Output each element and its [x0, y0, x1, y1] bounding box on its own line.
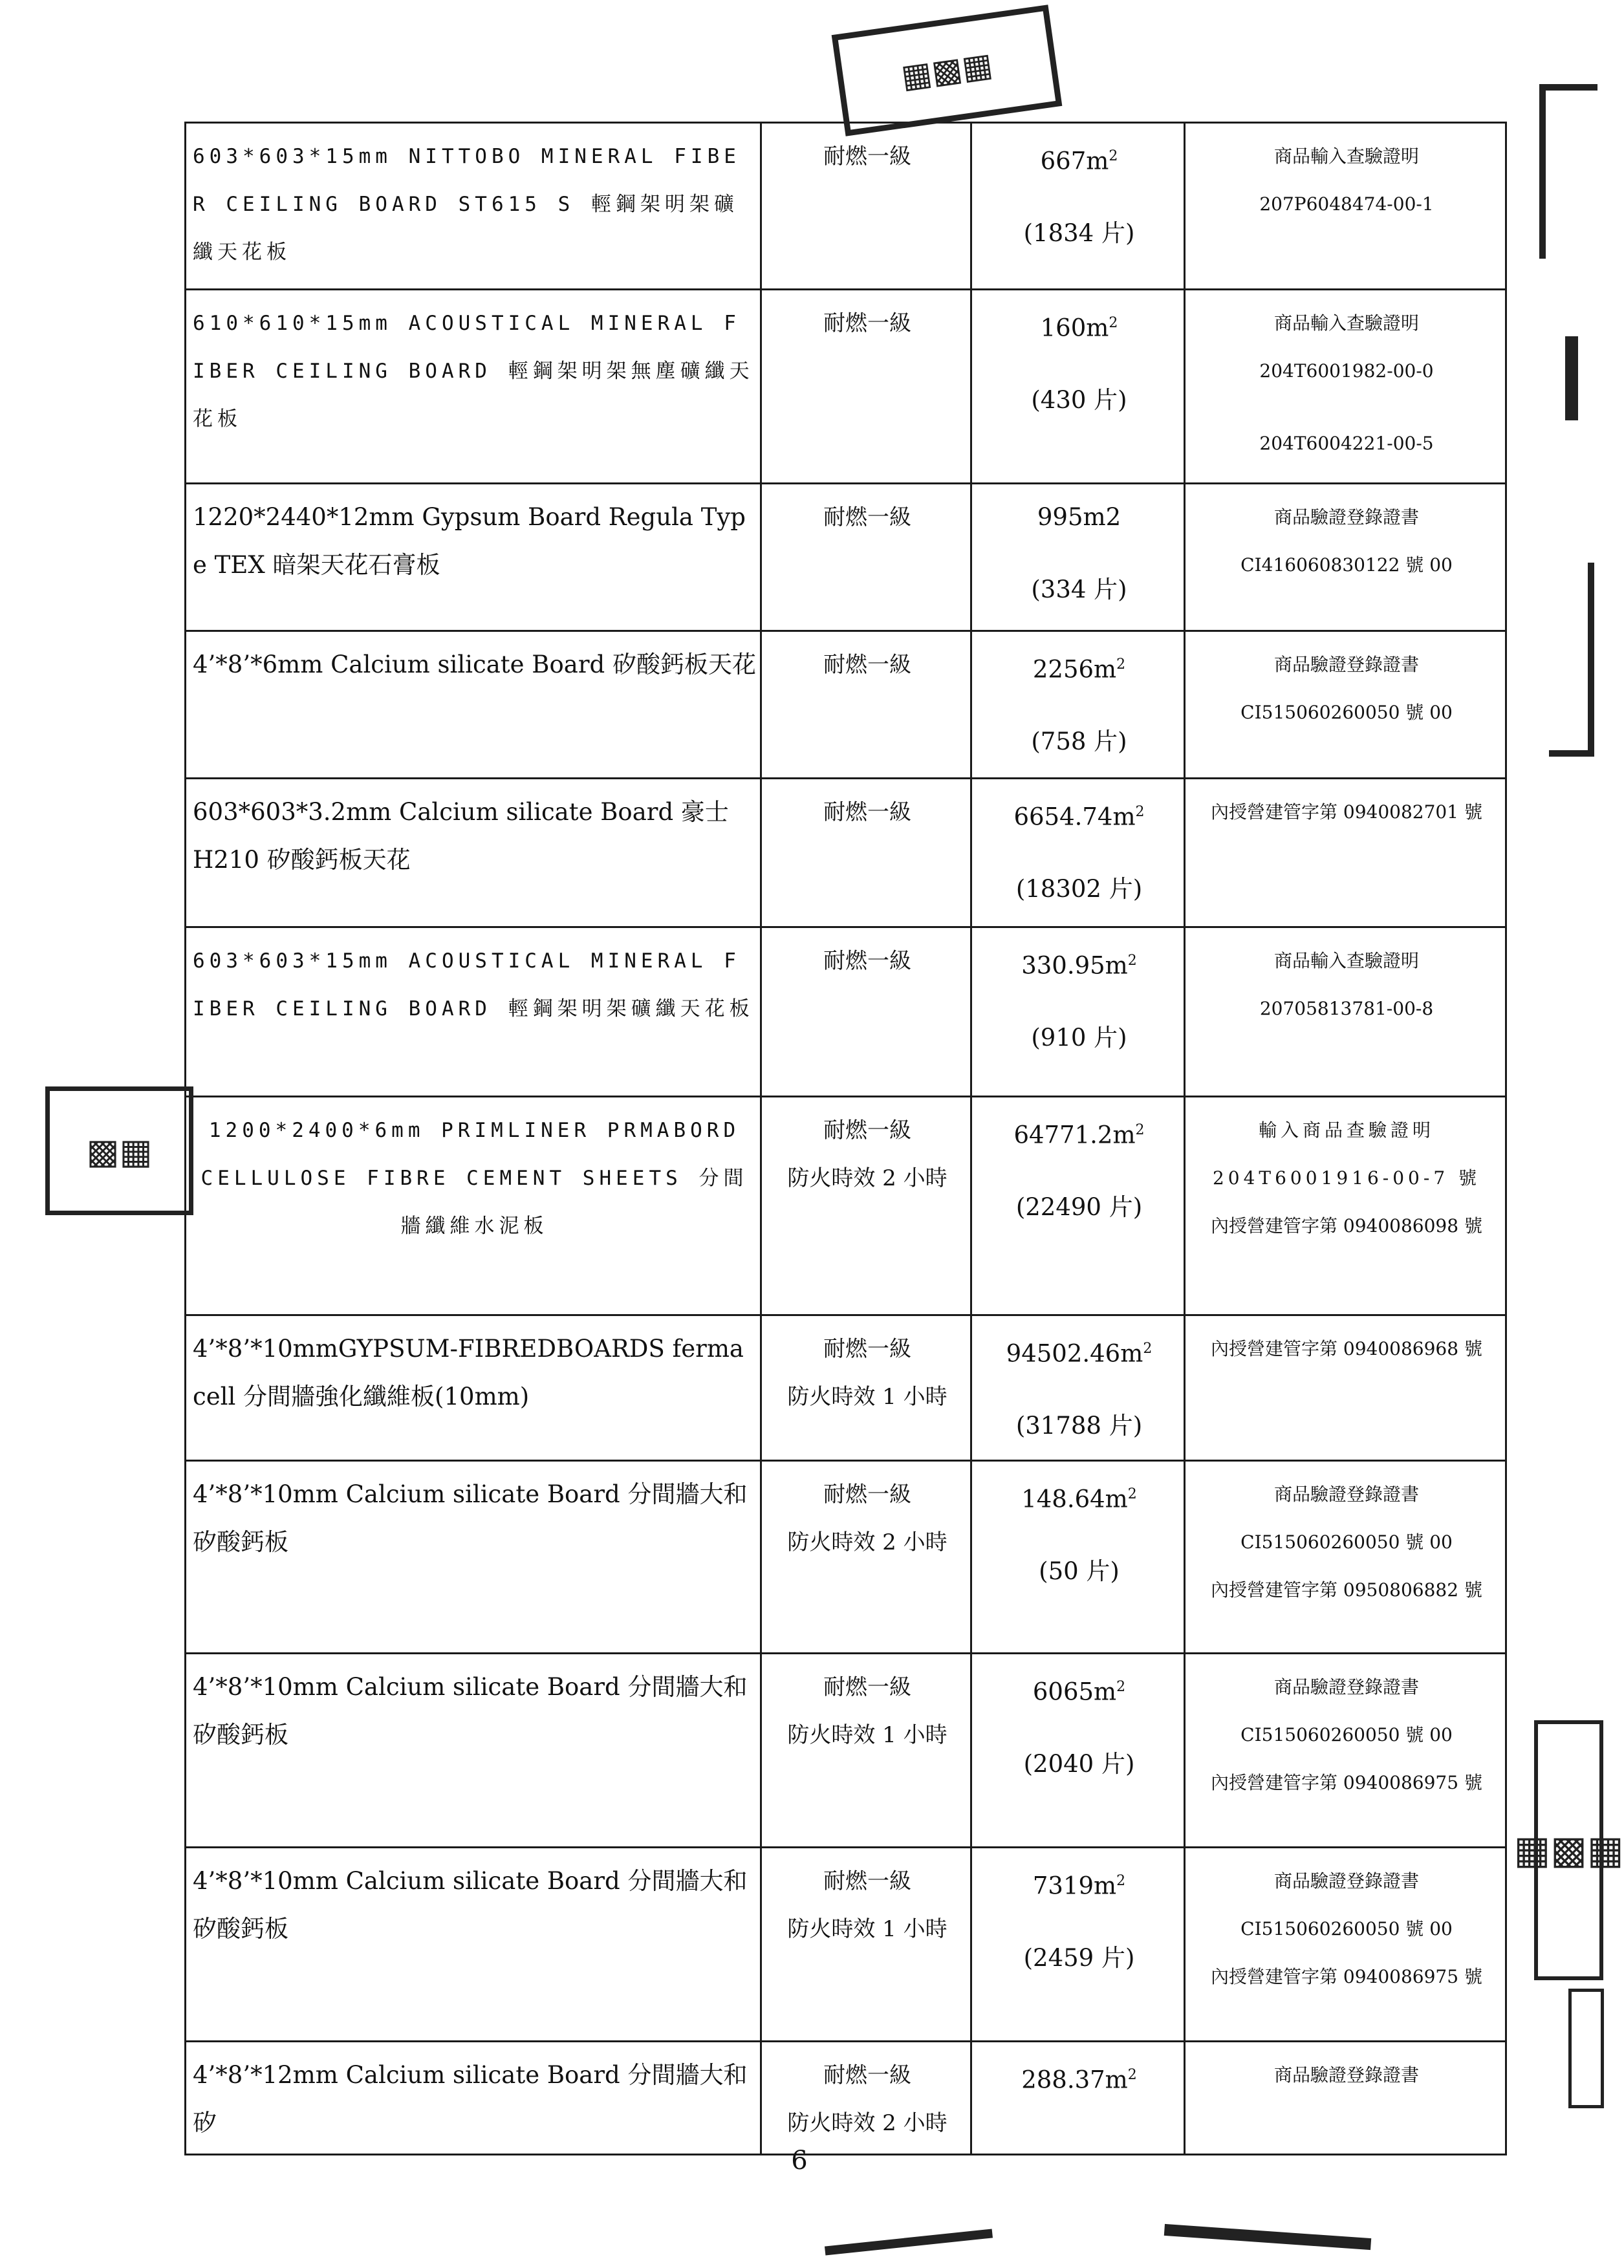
fire-rating-cell — [761, 1461, 971, 1654]
quantity-cell — [971, 1461, 1185, 1654]
material-description: 603*603*15mm ACOUSTICAL MINERAL FIBER CEILING BOARD 輕鋼架明架礦纖天花板 — [186, 927, 761, 1097]
certificate-text: 204T6001982-00-0 — [1259, 360, 1434, 382]
area-text: 160m — [1040, 314, 1109, 342]
area-value — [979, 1663, 1180, 1716]
fire-rating: 耐燃一級 — [823, 652, 911, 678]
piece-count: (2459 片) — [1023, 1944, 1135, 1972]
edge-mark-right-2 — [1565, 336, 1578, 420]
area-text: 2256m — [1032, 655, 1117, 684]
area-unit-exponent: 2 — [1135, 1122, 1145, 1138]
quantity-cell — [971, 631, 1185, 779]
certificate-cell — [1185, 779, 1506, 927]
area-value — [979, 937, 1180, 989]
fire-rating: 耐燃一級 — [823, 1674, 911, 1700]
fire-rating-cell — [761, 123, 971, 290]
material-description: 610*610*15mm ACOUSTICAL MINERAL FIBER CEILING BOARD 輕鋼架明架無塵礦纖天花板 — [186, 290, 761, 484]
fire-rating: 耐燃一級 — [823, 2062, 911, 2088]
fire-rating: 耐燃一級 — [823, 1482, 911, 1507]
fire-rating-cell — [761, 927, 971, 1097]
area-text: 148.64m — [1021, 1485, 1128, 1513]
certificate-cell — [1185, 1097, 1506, 1315]
certificate-cell — [1185, 2042, 1506, 2155]
fire-rating: 耐燃一級 — [823, 144, 911, 169]
area-value — [979, 1325, 1180, 1377]
area-unit-exponent: 2 — [1109, 315, 1118, 331]
area-value — [979, 641, 1180, 693]
seal-stamp-right: ▦▩▦ — [1534, 1720, 1603, 1980]
table-row — [186, 123, 1506, 290]
fire-rating-cell — [761, 1654, 971, 1848]
material-description: 4’*8’*6mm Calcium silicate Board 矽酸鈣板天花 — [186, 631, 761, 779]
area-unit-exponent: 2 — [1109, 148, 1118, 164]
material-description: 603*603*3.2mm Calcium silicate Board 豪士 H210 矽酸鈣板天花 — [186, 779, 761, 927]
fire-rating-cell — [761, 290, 971, 484]
certificate-text: 內授營建管字第 0940086975 號 — [1211, 1772, 1482, 1793]
certificate-cell — [1185, 927, 1506, 1097]
materials-table — [184, 122, 1507, 2155]
quantity-cell — [971, 1097, 1185, 1315]
area-text: 94502.46m — [1006, 1339, 1143, 1368]
fire-rating-cell — [761, 1315, 971, 1461]
fire-rating: 耐燃一級 — [823, 504, 911, 530]
area-text: 995m2 — [1037, 503, 1121, 531]
page-number: 6 — [791, 2146, 808, 2176]
seal-stamp-left: ▩▦ — [45, 1086, 193, 1215]
fire-rating: 防火時效 2 小時 — [787, 2110, 947, 2136]
piece-count: (2040 片) — [1023, 1750, 1135, 1778]
certificate-text: 商品輸入查驗證明 — [1273, 312, 1419, 334]
area-text: 64771.2m — [1013, 1121, 1136, 1149]
materials-table-body — [186, 123, 1506, 2155]
certificate-text: CI416060830122 號 00 — [1240, 554, 1453, 576]
area-text: 6654.74m — [1013, 803, 1136, 831]
certificate-text: 內授營建管字第 0940086975 號 — [1211, 1966, 1482, 1987]
material-description: 4’*8’*10mm Calcium silicate Board 分間牆大和矽酸鈣板 — [186, 1654, 761, 1848]
fire-rating-cell — [761, 1848, 971, 2042]
certificate-cell — [1185, 123, 1506, 290]
area-text: 7319m — [1032, 1872, 1117, 1900]
piece-count: (758 片) — [1031, 728, 1127, 756]
fire-rating: 防火時效 1 小時 — [787, 1722, 947, 1748]
fire-rating: 防火時效 2 小時 — [787, 1529, 947, 1555]
material-description: 1200*2400*6mm PRIMLINER PRMABORD CELLULOSE FIBRE CEMENT SHEETS 分間牆纖維水泥板 — [186, 1097, 761, 1315]
fire-rating-cell — [761, 779, 971, 927]
certificate-text: 商品輸入查驗證明 — [1273, 950, 1419, 971]
area-text: 330.95m — [1021, 951, 1128, 980]
piece-count: (910 片) — [1031, 1024, 1127, 1052]
table-row — [186, 631, 1506, 779]
fire-rating: 耐燃一級 — [823, 799, 911, 825]
material-description: 1220*2440*12mm Gypsum Board Regula Type TEX 暗架天花石膏板 — [186, 484, 761, 631]
table-row — [186, 290, 1506, 484]
edge-mark-right-1 — [1539, 84, 1597, 259]
quantity-cell — [971, 290, 1185, 484]
table-row — [186, 484, 1506, 631]
area-value — [979, 493, 1180, 541]
fire-rating-cell — [761, 484, 971, 631]
area-text: 288.37m — [1021, 2066, 1128, 2094]
certificate-text: 20705813781-00-8 — [1259, 998, 1434, 1019]
area-unit-exponent: 2 — [1116, 656, 1126, 673]
certificate-text: CI515060260050 號 00 — [1240, 702, 1453, 723]
certificate-text: 商品驗證登錄證書 — [1273, 506, 1419, 528]
fire-rating-cell — [761, 2042, 971, 2155]
quantity-cell — [971, 1654, 1185, 1848]
certificate-cell — [1185, 1461, 1506, 1654]
area-value — [979, 1471, 1180, 1523]
fire-rating: 防火時效 2 小時 — [787, 1165, 947, 1191]
certificate-text: 內授營建管字第 0940082701 號 — [1211, 801, 1482, 823]
certificate-cell — [1185, 290, 1506, 484]
scan-mark-bottom-1 — [825, 2229, 993, 2255]
area-text: 667m — [1040, 147, 1109, 175]
material-description: 4’*8’*12mm Calcium silicate Board 分間牆大和矽 — [186, 2042, 761, 2155]
quantity-cell — [971, 2042, 1185, 2155]
piece-count: (334 片) — [1031, 576, 1127, 603]
area-unit-exponent: 2 — [1127, 953, 1137, 969]
piece-count: (50 片) — [1039, 1557, 1120, 1586]
fire-rating: 防火時效 1 小時 — [787, 1916, 947, 1942]
area-value — [979, 788, 1180, 841]
table-row — [186, 1654, 1506, 1848]
certificate-text: CI515060260050 號 00 — [1240, 1531, 1453, 1553]
certificate-cell — [1185, 1848, 1506, 2042]
area-value — [979, 1107, 1180, 1159]
piece-count: (22490 片) — [1015, 1193, 1143, 1222]
certificate-cell — [1185, 484, 1506, 631]
certificate-text: 204T6004221-00-5 — [1259, 433, 1434, 454]
area-value — [979, 1857, 1180, 1910]
fire-rating-cell — [761, 631, 971, 779]
seal-stamp-top: ▦▩▦ — [832, 5, 1063, 136]
fire-rating-cell — [761, 1097, 971, 1315]
edge-mark-right-3 — [1549, 563, 1594, 757]
quantity-cell — [971, 1848, 1185, 2042]
certificate-text: 輸入商品查驗證明 — [1258, 1119, 1435, 1141]
certificate-text: 商品驗證登錄證書 — [1273, 2064, 1419, 2086]
material-description: 4’*8’*10mm Calcium silicate Board 分間牆大和矽酸鈣板 — [186, 1461, 761, 1654]
area-unit-exponent: 2 — [1116, 1679, 1126, 1695]
area-value — [979, 2051, 1180, 2104]
certificate-text: 商品驗證登錄證書 — [1273, 1676, 1419, 1698]
certificate-cell — [1185, 631, 1506, 779]
table-row — [186, 2042, 1506, 2155]
fire-rating: 耐燃一級 — [823, 1336, 911, 1362]
certificate-text: 204T6001916-00-7 號 — [1212, 1167, 1481, 1189]
scan-mark-bottom-2 — [1164, 2224, 1371, 2250]
certificate-cell — [1185, 1654, 1506, 1848]
area-unit-exponent: 2 — [1116, 1873, 1126, 1889]
table-row — [186, 1848, 1506, 2042]
certificate-text: 內授營建管字第 0950806882 號 — [1211, 1579, 1482, 1601]
fire-rating: 耐燃一級 — [823, 1118, 911, 1143]
certificate-cell — [1185, 1315, 1506, 1461]
table-row — [186, 1461, 1506, 1654]
piece-count: (31788 片) — [1015, 1412, 1143, 1440]
material-description: 603*603*15mm NITTOBO MINERAL FIBER CEILING BOARD ST615 S 輕鋼架明架礦纖天花板 — [186, 123, 761, 290]
certificate-text: 內授營建管字第 0940086968 號 — [1211, 1338, 1482, 1359]
certificate-text: 商品驗證登錄證書 — [1273, 654, 1419, 675]
area-unit-exponent: 2 — [1135, 804, 1145, 820]
table-row — [186, 927, 1506, 1097]
material-description: 4’*8’*10mm Calcium silicate Board 分間牆大和矽酸鈣板 — [186, 1848, 761, 2042]
fire-rating: 防火時效 1 小時 — [787, 1384, 947, 1410]
quantity-cell — [971, 1315, 1185, 1461]
fire-rating: 耐燃一級 — [823, 310, 911, 336]
piece-count: (1834 片) — [1023, 219, 1135, 248]
piece-count: (430 片) — [1031, 386, 1127, 415]
area-unit-exponent: 2 — [1127, 1486, 1137, 1502]
certificate-text: 207P6048474-00-1 — [1259, 193, 1434, 215]
certificate-text: 商品輸入查驗證明 — [1273, 146, 1419, 167]
area-value — [979, 299, 1180, 352]
area-value — [979, 133, 1180, 185]
table-row — [186, 779, 1506, 927]
certificate-text: CI515060260050 號 00 — [1240, 1918, 1453, 1939]
quantity-cell — [971, 779, 1185, 927]
piece-count: (18302 片) — [1015, 875, 1143, 903]
area-text: 6065m — [1032, 1678, 1117, 1706]
seal-stamp-right-lower — [1568, 1989, 1604, 2108]
certificate-text: 商品驗證登錄證書 — [1273, 1870, 1419, 1892]
certificate-text: CI515060260050 號 00 — [1240, 1724, 1453, 1745]
material-description: 4’*8’*10mmGYPSUM-FIBREDBOARDS fermacell 分間牆強化纖維板(10mm) — [186, 1315, 761, 1461]
fire-rating: 耐燃一級 — [823, 948, 911, 974]
quantity-cell — [971, 484, 1185, 631]
table-row — [186, 1097, 1506, 1315]
area-unit-exponent: 2 — [1143, 1341, 1153, 1357]
fire-rating: 耐燃一級 — [823, 1868, 911, 1894]
quantity-cell — [971, 123, 1185, 290]
quantity-cell — [971, 927, 1185, 1097]
table-row — [186, 1315, 1506, 1461]
certificate-text: 商品驗證登錄證書 — [1273, 1484, 1419, 1505]
certificate-text: 內授營建管字第 0940086098 號 — [1211, 1215, 1482, 1237]
area-unit-exponent: 2 — [1127, 2067, 1137, 2083]
